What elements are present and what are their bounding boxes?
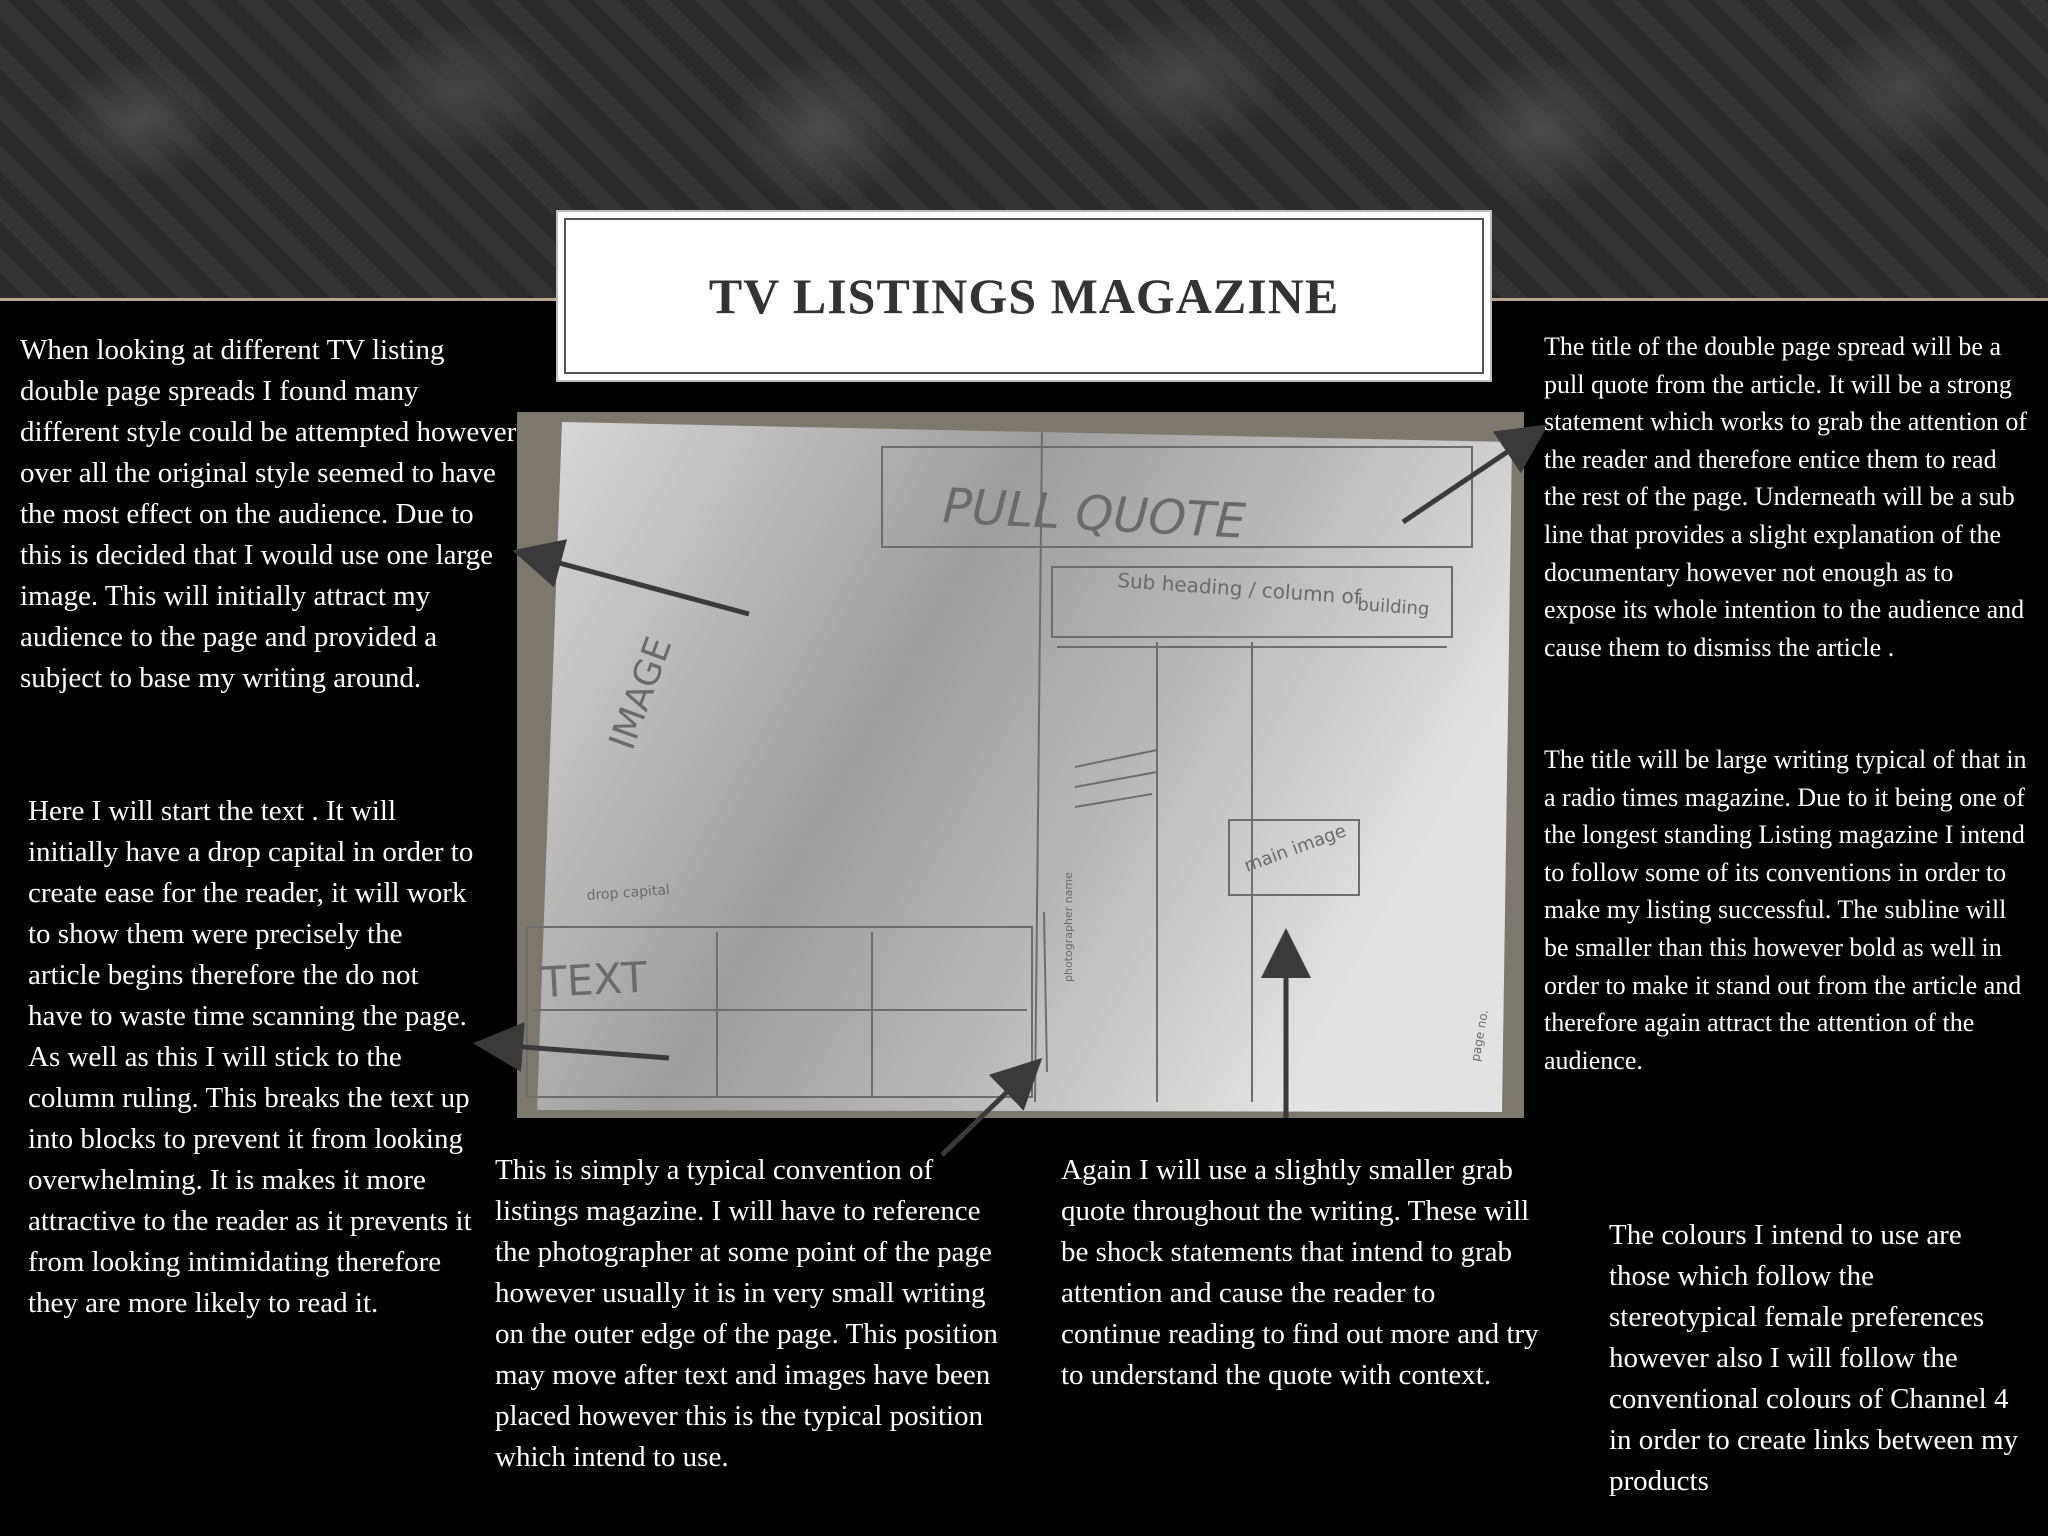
bottom-middle-paragraph: This is simply a typical convention of listings magazine. I will have to reference the photographer at some point of the page however usually it is in very small writing on the outer edge of the page. This position may move after text and images have been placed however this is the typical position which intend to use.	[495, 1154, 998, 1473]
left-bottom-paragraph: Here I will start the text . It will initially have a drop capital in order to create ease for the reader, it will work to show them were precisely the article begins therefore the do not have to waste time scanning the page. As well as this I will stick to the column ruling. This breaks the text up into blocks to prevent it from looking overwhelming. It is makes it more attractive to the reader as it prevents it from looking intimidating therefore they are more likely to read it.	[28, 795, 474, 1319]
sketch-image-label: IMAGE	[601, 631, 681, 756]
sketch-drop-capital-label: drop capital	[586, 882, 671, 904]
bottom-center-right-paragraph: Again I will use a slightly smaller grab quote throughout the writing. These will be shock statements that intend to grab attention and cause the reader to continue reading to find out more and try to understand the quote with context.	[1061, 1154, 1539, 1391]
title-frame	[564, 218, 1484, 374]
sketch-photographer-label: photographer name	[1062, 872, 1075, 982]
right-top-paragraph: The title of the double page spread will be a pull quote from the article. It will be a strong statement which works to grab the attention of the reader and therefore entice them to read the rest of the page. Underneath will be a sub line that provides a slight explanation of the documentary however not enough as to expose its whole intention to the audience and cause them to dismiss the article .	[1544, 332, 2028, 662]
sketch-text-label: TEXT	[539, 952, 649, 1007]
slide-title: TV LISTINGS MAGAZINE	[708, 268, 1340, 324]
sketch-subheading-label: Sub heading / column of	[1116, 568, 1362, 610]
sketch-page-no-label: page no.	[1468, 1008, 1492, 1063]
bottom-right-paragraph: The colours I intend to use are those which follow the stereotypical female preferences however also I will follow the conventional colours of Channel 4 in order to create links between my products	[1609, 1219, 2019, 1497]
sketch-photo	[517, 412, 1524, 1118]
title-box	[556, 210, 1492, 382]
right-middle-paragraph: The title will be large writing typical of that in a radio times magazine. Due to it being one of the longest standing Listing magazine I intend to follow some of its conventions in order to make my listing successful. The subline will be smaller than this however bold as well in order to make it stand out from the article and therefore again attract the attention of the audience.	[1544, 745, 2027, 1075]
sketch-main-image-label: main image	[1241, 820, 1350, 877]
sketch-subheading-label-2: building	[1356, 594, 1431, 621]
left-top-paragraph: When looking at different TV listing double page spreads I found many different style could be attempted however over all the original style seemed to have the most effect on the audience. Due to this is decided that I would use one large image. This will initially attract my audience to the page and provided a subject to base my writing around.	[20, 334, 517, 694]
sketch-pull-quote-label: PULL QUOTE	[941, 478, 1248, 550]
